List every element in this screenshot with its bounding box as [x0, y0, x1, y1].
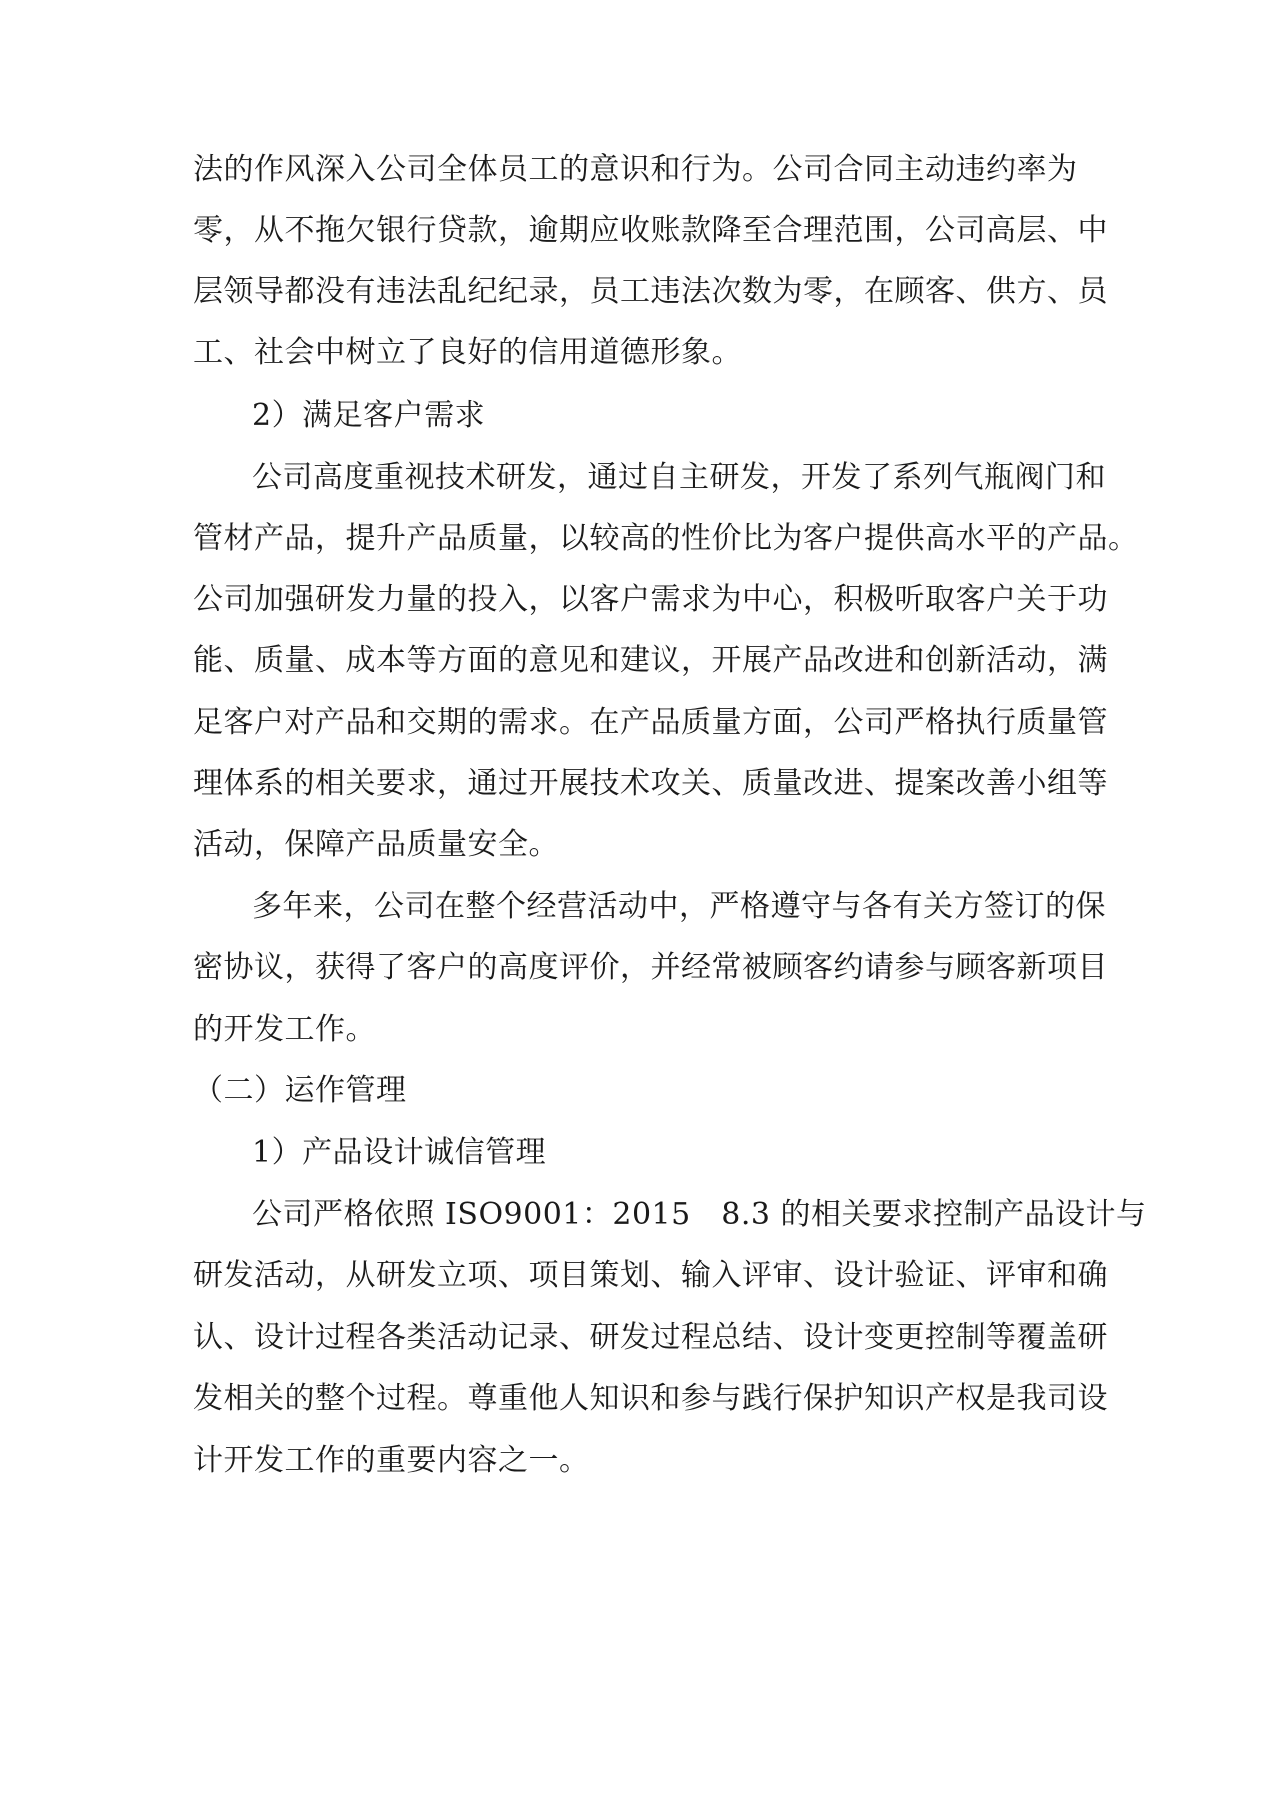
paragraph-line: 工、社会中树立了良好的信用道德形象。	[193, 335, 742, 370]
paragraph-line: 发相关的整个过程。尊重他人知识和参与践行保护知识产权是我司设	[193, 1381, 1108, 1416]
paragraph-line: 管材产品，提升产品质量，以较高的性价比为客户提供高水平的产品。	[193, 521, 1139, 556]
paragraph-line: 密协议，获得了客户的高度评价，并经常被顾客约请参与顾客新项目	[193, 950, 1108, 985]
paragraph-line: 理体系的相关要求，通过开展技术攻关、质量改进、提案改善小组等	[193, 766, 1108, 801]
paragraph-line: 公司严格依照 ISO9001：2015 8.3 的相关要求控制产品设计与	[252, 1197, 1147, 1232]
section-heading: （二）运作管理	[193, 1073, 407, 1108]
subsection-heading: 2）满足客户需求	[252, 398, 486, 433]
paragraph-line: 的开发工作。	[193, 1012, 376, 1047]
paragraph-line: 计开发工作的重要内容之一。	[193, 1443, 590, 1478]
paragraph-line: 公司加强研发力量的投入，以客户需求为中心，积极听取客户关于功	[193, 582, 1108, 617]
subsection-heading: 1）产品设计诚信管理	[252, 1135, 547, 1170]
paragraph-line: 能、质量、成本等方面的意见和建议，开展产品改进和创新活动，满	[193, 643, 1108, 678]
paragraph-line: 零，从不拖欠银行贷款，逾期应收账款降至合理范围，公司高层、中	[193, 213, 1108, 248]
paragraph-line: 法的作风深入公司全体员工的意识和行为。公司合同主动违约率为	[193, 152, 1078, 187]
paragraph-line: 研发活动，从研发立项、项目策划、输入评审、设计验证、评审和确	[193, 1258, 1108, 1293]
paragraph-line: 层领导都没有违法乱纪纪录，员工违法次数为零，在顾客、供方、员	[193, 274, 1108, 309]
paragraph-line: 多年来，公司在整个经营活动中，严格遵守与各有关方签订的保	[252, 889, 1106, 924]
paragraph-line: 公司高度重视技术研发，通过自主研发，开发了系列气瓶阀门和	[252, 460, 1106, 495]
paragraph-line: 活动，保障产品质量安全。	[193, 827, 559, 862]
paragraph-line: 认、设计过程各类活动记录、研发过程总结、设计变更控制等覆盖研	[193, 1320, 1108, 1355]
paragraph-line: 足客户对产品和交期的需求。在产品质量方面，公司严格执行质量管	[193, 705, 1108, 740]
